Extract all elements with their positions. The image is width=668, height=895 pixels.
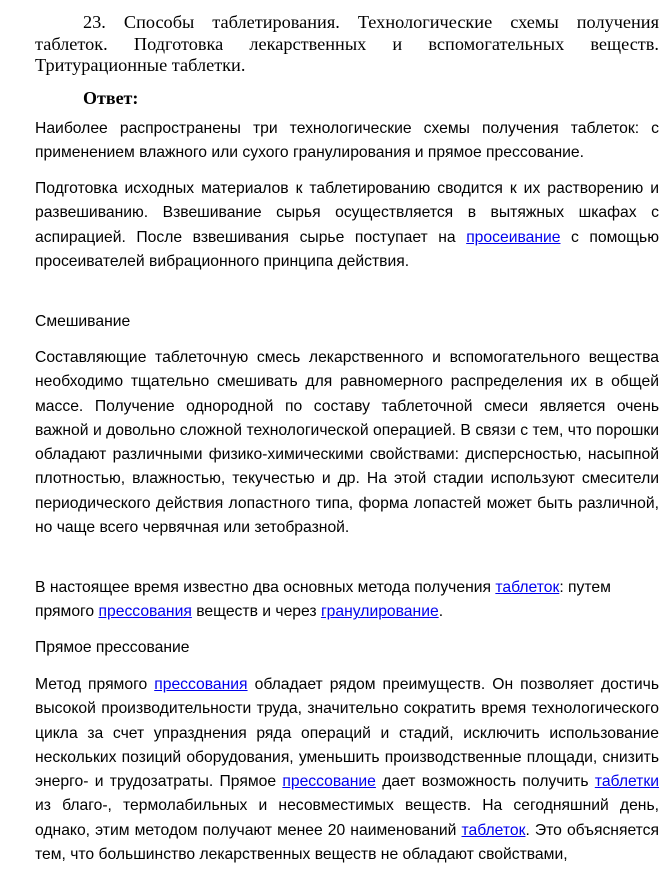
link-tablets-3[interactable]: таблеток [461, 821, 526, 839]
link-pressing[interactable]: прессования [98, 603, 192, 621]
answer-label: Ответ: [83, 88, 139, 108]
question-heading: 23. Способы таблетирования. Технологические схемы получения таблеток. Подготовка лекарственных и вспомогательных веществ. Тритурационные таблетки. [35, 12, 659, 75]
link-pressing-3[interactable]: прессование [282, 773, 376, 791]
subheading-mixing: Смешивание [35, 313, 131, 330]
link-pressing-2[interactable]: прессования [154, 676, 248, 693]
link-granulation[interactable]: гранулирование [320, 603, 439, 621]
paragraph-mixing: Составляющие таблеточную смесь лекарственного и вспомогательного вещества необходимо тщательно смешивать для равномерного распределения их в общей массе. Получение однородной по составу таблеточной смеси является очень важной и довольно сложной технологической операцией. В связи с тем, что порошки обладают различными физико-химическими свойствами: дисперсностью, насыпной плотностью, влажностью, текучестью и др. На этой стадии используют смесители периодического действия лопастного типа, форма лопастей может быть различной, но чаще всего червячная или зетобразной. [35, 349, 659, 537]
paragraph-methods: В настоящее время известно два основных метода получения таблеток: путем прямого прессования веществ и через гранулирование. [35, 579, 611, 621]
paragraph-schemes: Наиболее распространены три технологические схемы получения таблеток: с применением влажного или сухого гранулирования и прямое прессование. [35, 120, 659, 162]
link-tablets[interactable]: таблеток [495, 579, 560, 596]
link-tablets-2[interactable]: таблетки [594, 773, 659, 791]
paragraph-preparation: Подготовка исходных материалов к таблетированию сводится к их растворению и развешиванию. Взвешивание сырья осуществляется в вытяжных шкафах с аспирацией. После взвешивания сырье поступает на просеивание с помощью просеивателей вибрационного принципа действия. [35, 180, 659, 270]
paragraph-direct-pressing: Метод прямого прессования обладает рядом преимуществ. Он позволяет достичь высокой производительности труда, значительно сократить время технологического цикла за счет упразднения ряда операций и стадий, исключить использование нескольких позиций оборудования, уменьшить производственные площади, снизить энерго- и трудозатраты. Прямое прессование дает возможность получить таблетки из благо-, термолабильных и несовместимых веществ. На сегодняшний день, однако, этим методом получают менее 20 наименований таблеток. Это объясняется тем, что большинство лекарственных веществ не обладают свойствами, [35, 676, 660, 864]
subheading-direct-pressing: Прямое прессование [35, 639, 190, 656]
link-sifting[interactable]: просеивание [466, 228, 561, 246]
